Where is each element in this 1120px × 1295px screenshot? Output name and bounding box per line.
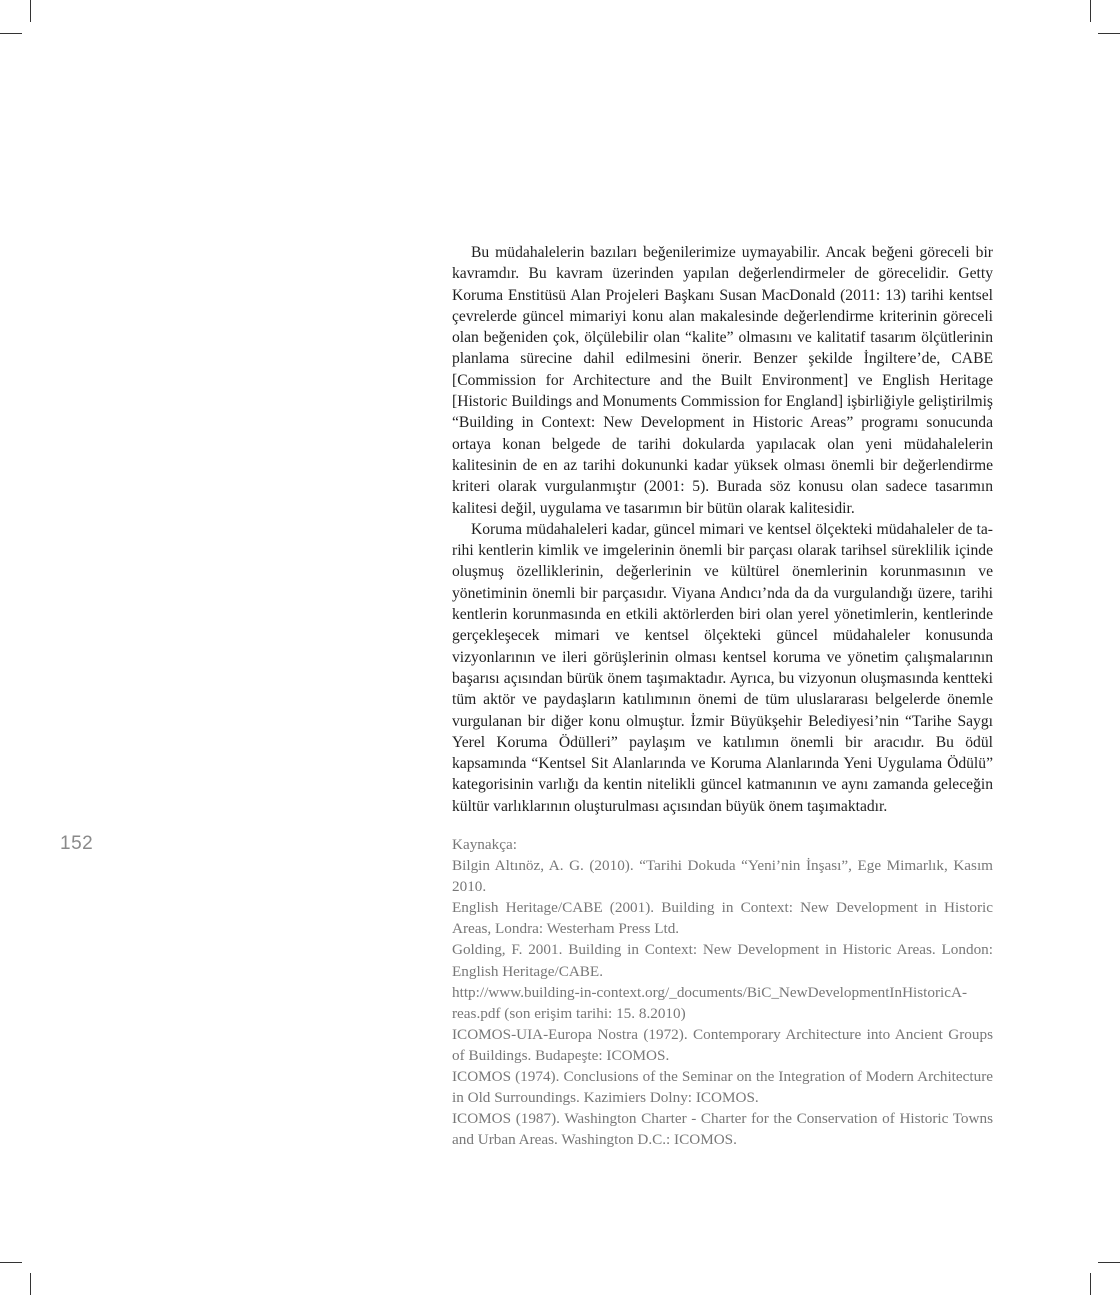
reference-item: Bilgin Altınöz, A. G. (2010). “Tarihi Dokuda “Yeni’nin İnşası”, Ege Mimarlık, Kasım 2010. <box>452 857 993 896</box>
crop-mark-bottom-left-vertical <box>30 1273 31 1295</box>
crop-mark-top-left-vertical <box>30 0 31 22</box>
references-section <box>452 834 993 1150</box>
reference-item: http://www.building-in-context.org/_documents/BiC_NewDevelopmentInHistoricAreas.pdf (son erişim tarihi: 15. 8.2010) <box>452 983 968 1022</box>
crop-mark-top-right-horizontal <box>1098 33 1120 34</box>
crop-mark-bottom-right-horizontal <box>1098 1262 1120 1263</box>
reference-item: ICOMOS (1987). Washington Charter - Charter for the Conservation of Historic Towns and Urban Areas. Washington D.C.: ICOMOS. <box>452 1110 993 1149</box>
reference-item: English Heritage/CABE (2001). Building in Context: New Development in Historic Areas, Londra: Westerham Press Ltd. <box>452 899 993 938</box>
paragraph: Koruma müdahaleleri kadar, güncel mimari ve kentsel ölçekteki müdahaleler de tarihi kentlerin kimlik ve imgelerinin önemli bir parçası olarak tarihsel süreklilik içinde oluşmuş özelliklerinin, değerlerinin ve kültürel önemlerinin korunmasının ve yönetiminin önemli bir parçasıdır. Viyana Andıcı’nda da da vurgulandığı üzere, tarihi kentlerin korunmasında en etkili aktörlerden biri olan yerel yönetimlerin, kentlerinde gerçekleşecek mimari ve kentsel ölçekteki güncel müdahaleler konusunda vizyonlarının ve ileri görüşlerinin olması kentsel koruma ve yönetim çalışmalarının başarısı açısından bürük önem taşımaktadır. Ayrıca, bu vizyonun oluşmasında kentteki tüm aktör ve paydaşların katılımının önemi de tüm uluslararası belgelerde önemle vurgulanan bir diğer konu olmuştur. İzmir Büyükşehir Belediyesi’nin “Tarihe Saygı Yerel Koruma Ödülleri” paylaşım ve katılımın önemli bir aracıdır. Bu ödül kapsamında “Kentsel Sit Alanlarında ve Koruma Alanlarında Yeni Uygulama Ödülü” kategorisinin varlığı da kentin nitelikli güncel katmanının ve aynı zamanda geleceğin kültür varlıklarının oluşturulması açısından büyük önem taşımaktadır. <box>452 520 993 815</box>
reference-item: ICOMOS-UIA-Europa Nostra (1972). Contemporary Architecture into Ancient Groups of Buildings. Budapeşte: ICOMOS. <box>452 1025 993 1064</box>
body-text <box>452 242 993 817</box>
crop-mark-bottom-right-vertical <box>1090 1273 1091 1295</box>
reference-item: Golding, F. 2001. Building in Context: New Development in Historic Areas. London: English Heritage/CABE. <box>452 941 993 980</box>
crop-mark-top-left-horizontal <box>0 33 22 34</box>
reference-item: ICOMOS (1974). Conclusions of the Seminar on the Integration of Modern Architecture in Old Surroundings. Kazimiers Dolny: ICOMOS. <box>452 1068 993 1107</box>
crop-mark-top-right-vertical <box>1090 0 1091 22</box>
paragraph: Bu müdahalelerin bazıları beğenilerimize uymayabilir. Ancak beğeni göreceli bir kavramdır. Bu kavram üzerinden yapılan değerlendirmeler de görecelidir. Getty Koruma Enstitüsü Alan Projeleri Başkanı Susan MacDonald (2011: 13) tarihi kentsel çevrelerde güncel mimariyi konu alan makalesinde değerlendirme kriterinin göreceli olan beğeniden çok, ölçülebilir olan “kalite” olmasını ve kalitatif tasarım ölçütlerinin planlama sürecine dahil edilmesini önerir. Benzer şekilde İngiltere’de, CABE [Commission for Architecture and the Built Environment] ve English Heritage [Historic Buildings and Monuments Commission for England] işbirliğiyle geliştirilmiş “Building in Context: New Development in Historic Areas” programı sonucunda ortaya konan belgede de tarihi dokularda yapılacak olan yeni müdahalelerin kalitesinin de en az tarihi dokununki kadar yüksek olması önemli bir değerlendirme kriteri olarak vurgulanmıştır (2001: 5). Burada söz konusu olan sadece tasarımın kalitesi değil, uygulama ve tasarımın bir bütün olarak kalitesidir. <box>452 244 993 517</box>
crop-mark-bottom-left-horizontal <box>0 1262 22 1263</box>
references-heading: Kaynakça: <box>452 836 517 853</box>
page-number: 152 <box>60 833 94 854</box>
